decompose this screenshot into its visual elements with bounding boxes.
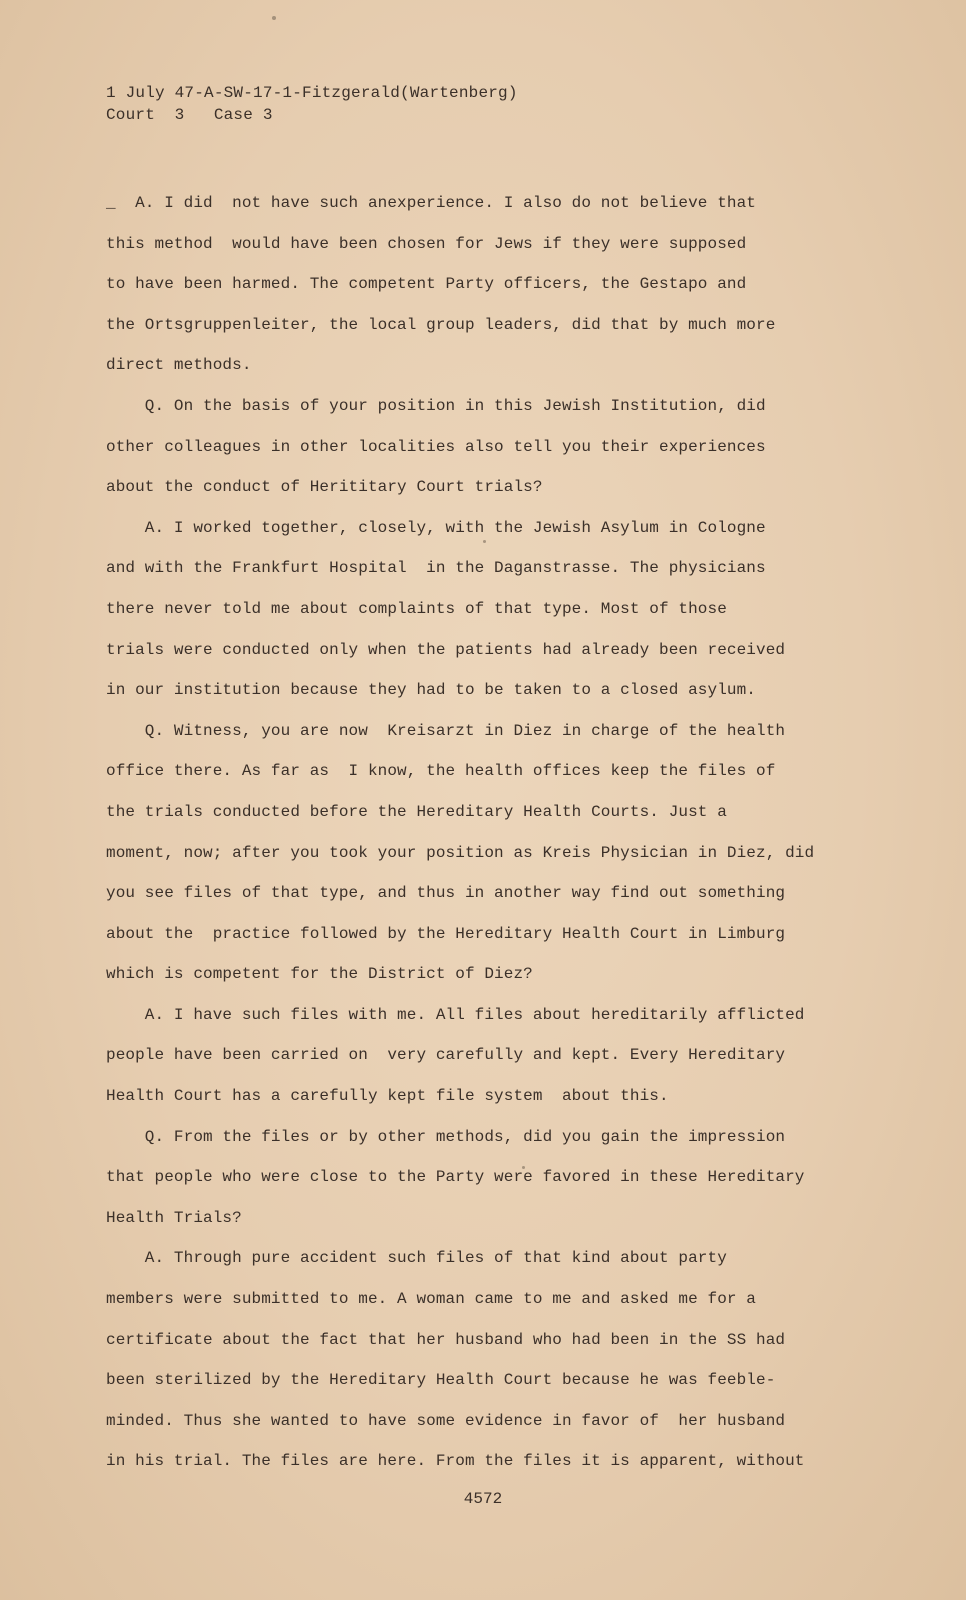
transcript-line: A. Through pure accident such files of that kind about party: [106, 1249, 727, 1268]
header-court-case: Court 3 Case 3: [106, 106, 273, 124]
transcript-line: been sterilized by the Hereditary Health Court because he was feeble-: [106, 1371, 776, 1390]
paper-speck: [272, 16, 276, 20]
transcript-line: in our institution because they had to be taken to a closed asylum.: [106, 681, 757, 700]
transcript-line: Health Trials?: [106, 1208, 242, 1227]
transcript-line: _ A. I did not have such anexperience. I also do not believe that: [106, 194, 757, 212]
transcript-body: [106, 183, 896, 1482]
transcript-line: office there. As far as I know, the health offices keep the files of: [106, 762, 776, 781]
transcript-line: about the practice followed by the Hereditary Health Court in Limburg: [106, 924, 786, 943]
transcript-line: you see files of that type, and thus in another way find out something: [106, 884, 786, 903]
transcript-line: Q. Witness, you are now Kreisarzt in Diez in charge of the health: [106, 721, 786, 740]
transcript-line: A. I worked together, closely, with the Jewish Asylum in Cologne: [106, 518, 766, 537]
transcript-line: Q. On the basis of your position in this Jewish Institution, did: [106, 396, 766, 415]
transcript-line: there never told me about complaints of that type. Most of those: [106, 599, 727, 618]
transcript-line: Q. From the files or by other methods, did you gain the impression: [106, 1127, 786, 1146]
header-case-reference: 1 July 47-A-SW-17-1-Fitzgerald(Wartenberg): [106, 84, 518, 102]
transcript-line: in his trial. The files are here. From the files it is apparent, without: [106, 1452, 805, 1471]
transcript-line: moment, now; after you took your position as Kreis Physician in Diez, did: [106, 843, 815, 862]
transcript-line: people have been carried on very carefully and kept. Every Hereditary: [106, 1046, 786, 1065]
transcript-line: other colleagues in other localities also tell you their experiences: [106, 437, 766, 456]
transcript-line: trials were conducted only when the patients had already been received: [106, 640, 786, 659]
transcript-line: which is competent for the District of Diez?: [106, 965, 533, 984]
transcript-line: about the conduct of Herititary Court trials?: [106, 478, 543, 497]
transcript-line: Health Court has a carefully kept file system about this.: [106, 1087, 669, 1106]
transcript-line: and with the Frankfurt Hospital in the Daganstrasse. The physicians: [106, 559, 766, 578]
page-number: 4572: [463, 1490, 503, 1508]
transcript-line: the trials conducted before the Hereditary Health Courts. Just a: [106, 802, 727, 821]
transcript-line: to have been harmed. The competent Party officers, the Gestapo and: [106, 275, 747, 294]
transcript-line: this method would have been chosen for Jews if they were supposed: [106, 234, 747, 253]
transcript-line: direct methods.: [106, 356, 252, 375]
transcript-line: that people who were close to the Party were favored in these Hereditary: [106, 1168, 805, 1187]
transcript-line: certificate about the fact that her husband who had been in the SS had: [106, 1330, 786, 1349]
document-header: [106, 82, 518, 126]
transcript-line: members were submitted to me. A woman came to me and asked me for a: [106, 1290, 757, 1309]
transcript-line: the Ortsgruppenleiter, the local group leaders, did that by much more: [106, 315, 776, 334]
transcript-line: A. I have such files with me. All files about hereditarily afflicted: [106, 1005, 805, 1024]
transcript-line: minded. Thus she wanted to have some evidence in favor of her husband: [106, 1411, 786, 1430]
